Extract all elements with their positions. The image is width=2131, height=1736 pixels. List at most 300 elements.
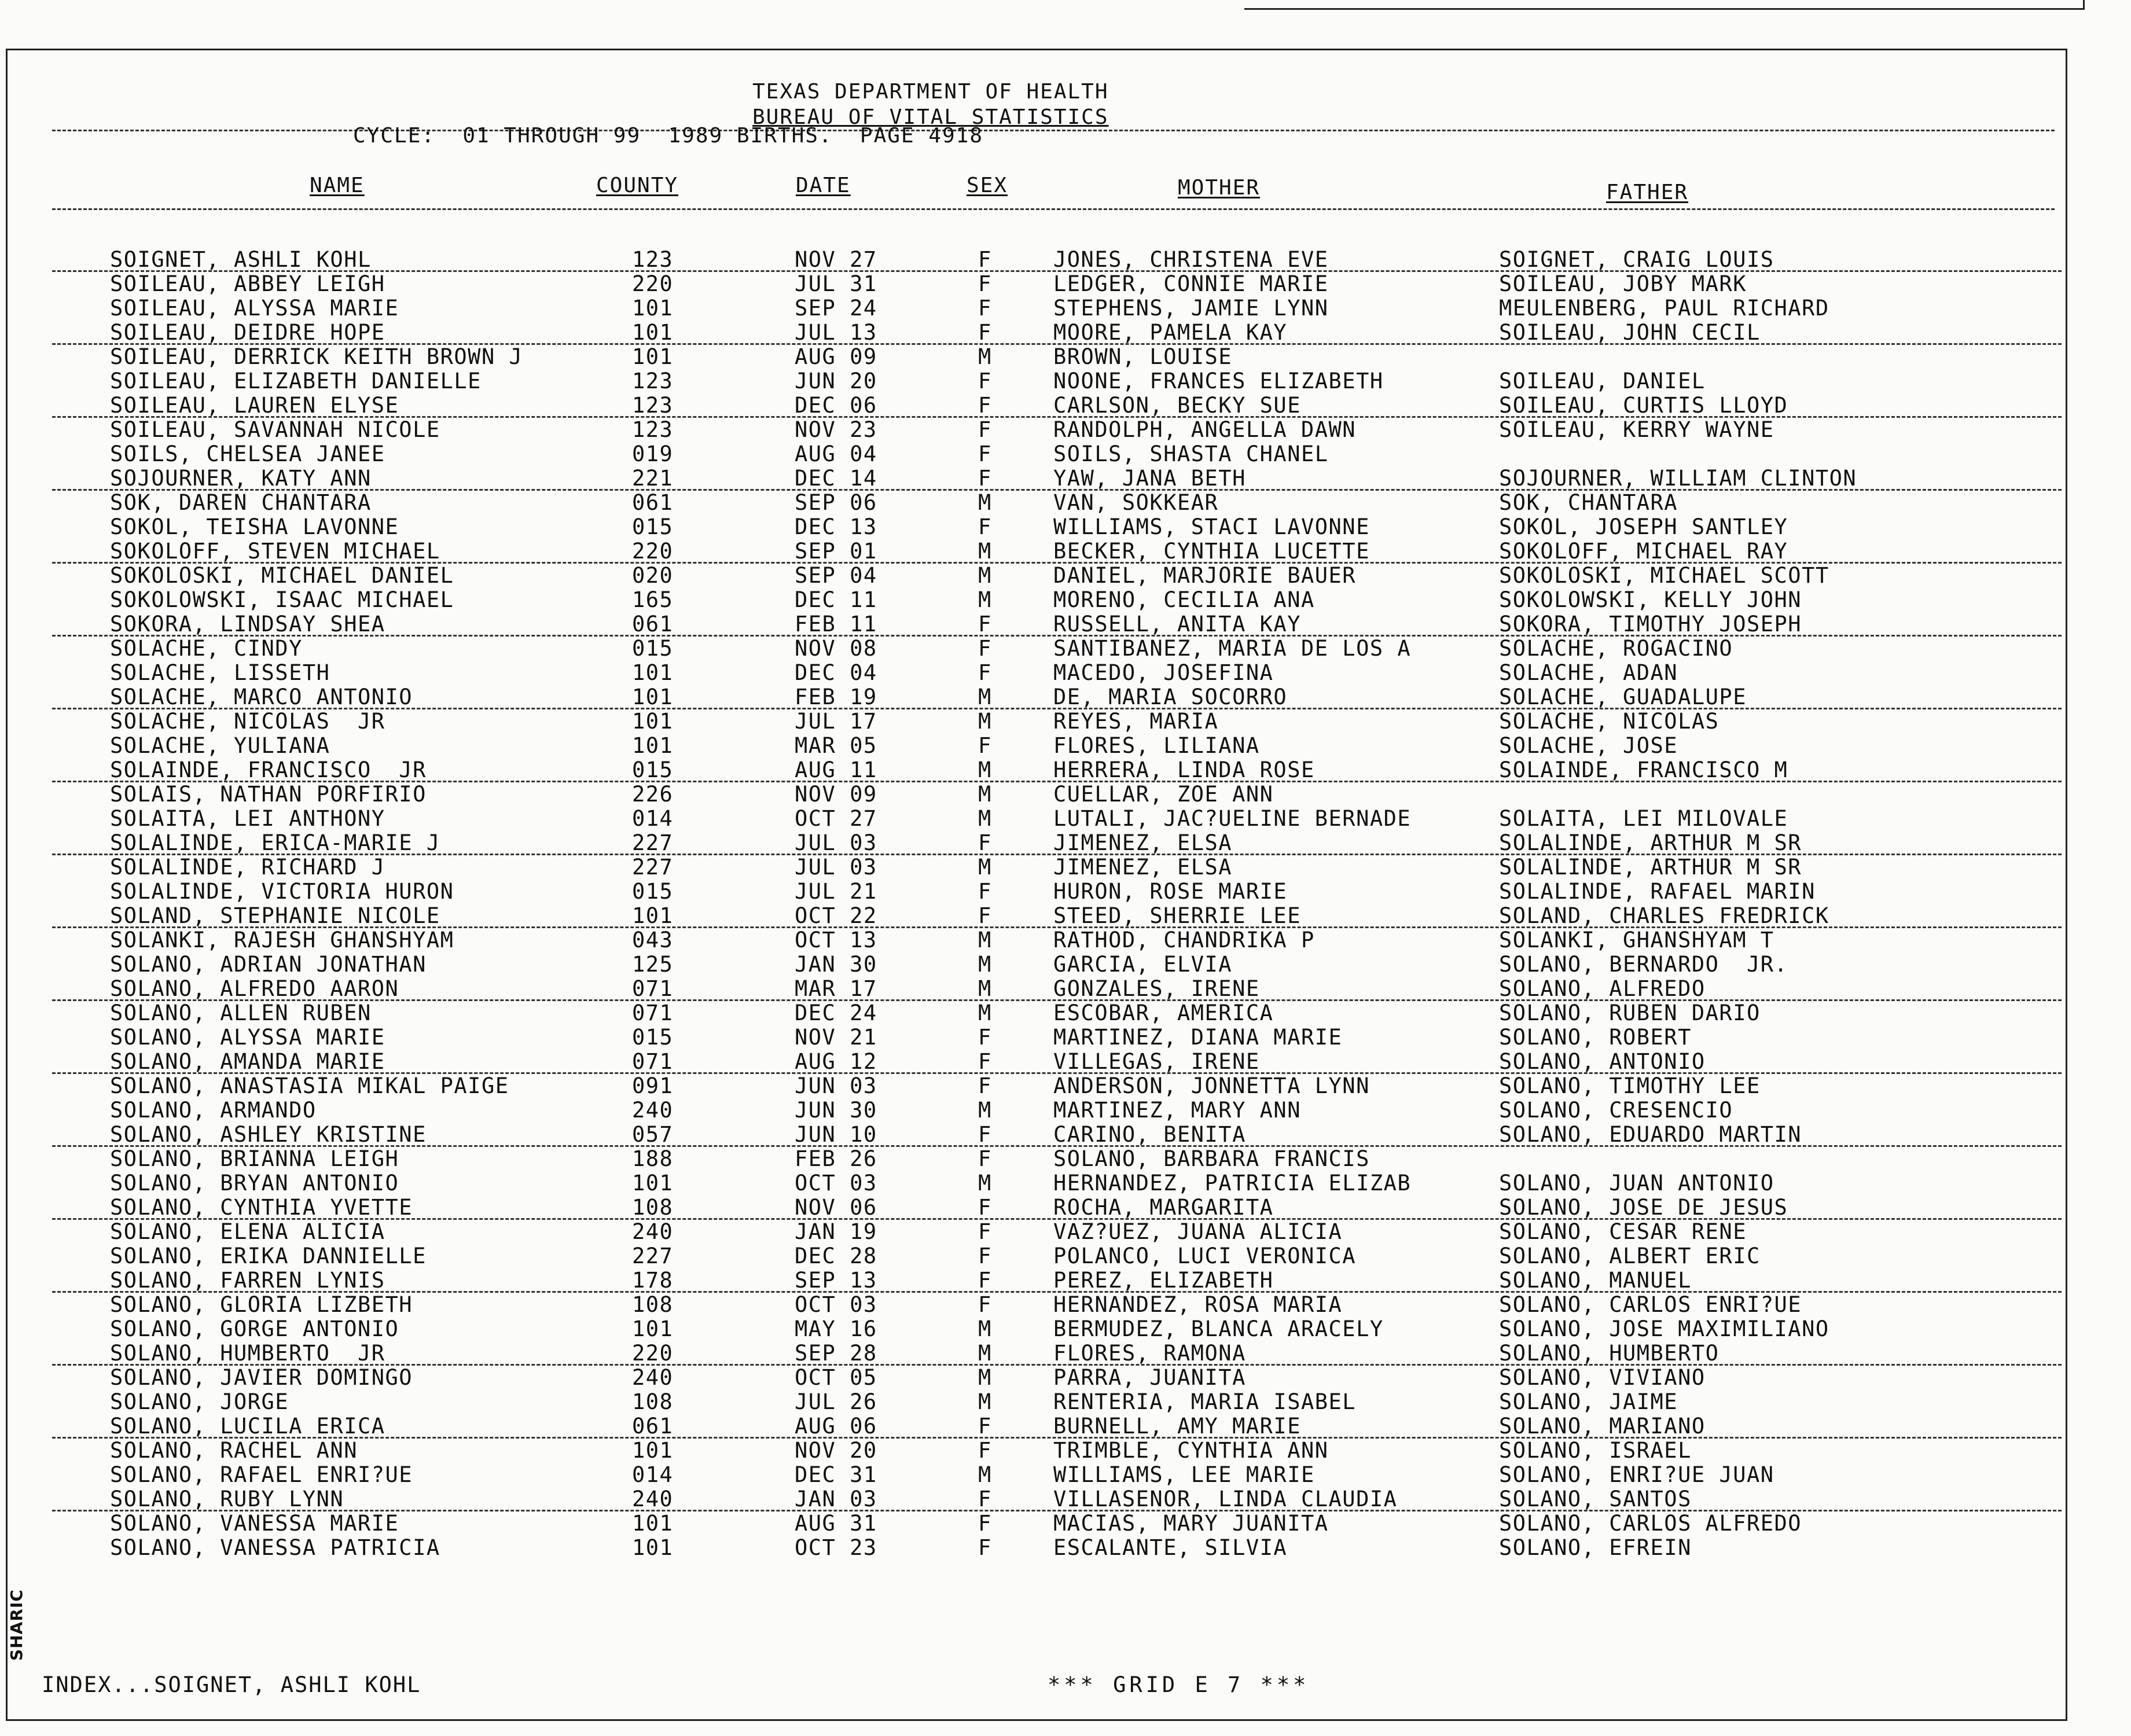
cell-name: SOILEAU, ABBEY LEIGH [110,271,385,296]
table-row [0,248,2131,272]
cell-sex: F [978,733,992,758]
cell-sex: M [978,685,992,709]
cell-date: JUN 20 [795,369,877,393]
table-row [0,1390,2131,1414]
cell-name: SOKOLOWSKI, ISAAC MICHAEL [110,587,454,612]
cell-date: NOV 23 [795,417,877,442]
cell-mother: BECKER, CYNTHIA LUCETTE [1053,539,1370,564]
cell-name: SOILEAU, DEIDRE HOPE [110,320,385,345]
cell-mother: DANIEL, MARJORIE BAUER [1053,563,1357,588]
cell-name: SOLANO, RACHEL ANN [110,1438,358,1463]
cell-name: SOLANO, ERIKA DANNIELLE [110,1244,427,1268]
cell-date: JUL 17 [795,709,877,734]
cell-father: SOLACHE, GUADALUPE [1499,685,1747,709]
cell-name: SOILS, CHELSEA JANEE [110,442,385,466]
cell-mother: WILLIAMS, LEE MARIE [1053,1462,1315,1487]
cell-mother: BROWN, LOUISE [1053,344,1233,369]
cell-county: 123 [632,393,674,418]
cell-county: 108 [632,1195,674,1220]
cell-mother: PEREZ, ELIZABETH [1053,1268,1274,1293]
cell-county: 220 [632,271,674,296]
cell-name: SOLANKI, RAJESH GHANSHYAM [110,928,454,952]
table-row [0,393,2131,418]
cell-sex: F [978,903,992,928]
cell-name: SOLANO, BRIANNA LEIGH [110,1146,399,1171]
cell-name: SOLANO, AMANDA MARIE [110,1049,385,1074]
cell-mother: PARRA, JUANITA [1053,1365,1246,1390]
cell-sex: M [978,1365,992,1390]
cell-father: SOLANO, ROBERT [1499,1025,1692,1050]
cell-father: SOILEAU, KERRY WAYNE [1499,417,1774,442]
cell-father: SOILEAU, JOHN CECIL [1499,320,1761,345]
cell-date: OCT 23 [795,1535,877,1560]
cell-mother: CUELLAR, ZOE ANN [1053,782,1274,807]
cell-date: OCT 03 [795,1171,877,1196]
cell-sex: M [978,490,992,515]
cell-county: 101 [632,903,674,928]
table-row [0,758,2131,782]
cell-name: SOLANO, HUMBERTO JR [110,1341,385,1366]
cell-name: SOIGNET, ASHLI KOHL [110,247,372,272]
cell-date: OCT 05 [795,1365,877,1390]
cell-sex: M [978,709,992,734]
cell-father: SOLANO, JOSE MAXIMILIANO [1499,1316,1829,1341]
cell-county: 227 [632,830,674,855]
cell-county: 226 [632,782,674,807]
cell-county: 188 [632,1146,674,1171]
table-row [0,1220,2131,1244]
cell-name: SOK, DAREN CHANTARA [110,490,372,515]
cycle-line: CYCLE: 01 THROUGH 99 1989 BIRTHS. PAGE 4918 [353,124,983,148]
cell-county: 101 [632,296,674,321]
cell-father: SOLACHE, JOSE [1499,733,1678,758]
cell-date: OCT 03 [795,1292,877,1317]
table-row [0,782,2131,807]
table-row [0,1147,2131,1171]
table-row [0,709,2131,734]
cell-mother: WILLIAMS, STACI LAVONNE [1053,514,1370,539]
cell-mother: BERMUDEZ, BLANCA ARACELY [1053,1316,1384,1341]
cell-father: SOKOLOSKI, MICHAEL SCOTT [1499,563,1829,588]
cell-father: SOLANO, RUBEN DARIO [1499,1001,1761,1025]
cell-mother: FLORES, LILIANA [1053,733,1260,758]
cell-county: 108 [632,1389,674,1414]
cell-sex: F [978,879,992,904]
cell-father: SOLANO, ENRI?UE JUAN [1499,1462,1774,1487]
column-header-date: DATE [796,174,851,197]
cell-county: 057 [632,1122,674,1147]
cell-mother: MARTINEZ, MARY ANN [1053,1098,1301,1123]
cell-date: OCT 13 [795,928,877,952]
cell-mother: RUSSELL, ANITA KAY [1053,612,1301,637]
cell-sex: M [978,855,992,880]
cell-mother: JONES, CHRISTENA EVE [1053,247,1329,272]
cell-mother: FLORES, RAMONA [1053,1341,1246,1366]
table-row [0,880,2131,904]
cell-sex: F [978,1535,992,1560]
cell-date: AUG 04 [795,442,877,466]
cell-date: JUL 21 [795,879,877,904]
cell-date: JUN 10 [795,1122,877,1147]
cell-name: SOLACHE, MARCO ANTONIO [110,685,413,709]
cell-date: NOV 27 [795,247,877,272]
cell-sex: F [978,636,992,661]
cell-sex: F [978,660,992,685]
cell-mother: HERRERA, LINDA ROSE [1053,757,1315,782]
table-row [0,466,2131,491]
cell-father: MEULENBERG, PAUL RICHARD [1499,296,1829,321]
cell-sex: F [978,1511,992,1536]
cell-county: 015 [632,879,674,904]
table-row [0,418,2131,442]
cell-sex: F [978,369,992,393]
cell-father: SOKOLOFF, MICHAEL RAY [1499,539,1788,564]
cell-mother: RENTERIA, MARIA ISABEL [1053,1389,1357,1414]
cell-father: SOIGNET, CRAIG LOUIS [1499,247,1774,272]
cell-name: SOLANO, VANESSA PATRICIA [110,1535,440,1560]
cell-mother: MACEDO, JOSEFINA [1053,660,1274,685]
cell-date: SEP 28 [795,1341,877,1366]
table-row [0,272,2131,296]
cell-sex: M [978,806,992,831]
cell-mother: RANDOLPH, ANGELLA DAWN [1053,417,1357,442]
cell-father: SOLAITA, LEI MILOVALE [1499,806,1788,831]
cell-county: 015 [632,1025,674,1050]
cell-name: SOLANO, ASHLEY KRISTINE [110,1122,427,1147]
cell-sex: F [978,1049,992,1074]
cell-county: 125 [632,952,674,977]
cell-name: SOLANO, ALYSSA MARIE [110,1025,385,1050]
table-row [0,831,2131,855]
cell-sex: M [978,1462,992,1487]
table-row [0,855,2131,880]
cell-date: SEP 24 [795,296,877,321]
cell-sex: F [978,466,992,491]
cell-county: 015 [632,514,674,539]
cell-name: SOLAINDE, FRANCISCO JR [110,757,427,782]
cell-date: AUG 12 [795,1049,877,1074]
cell-name: SOLANO, BRYAN ANTONIO [110,1171,399,1196]
cell-name: SOILEAU, ALYSSA MARIE [110,296,399,321]
cell-name: SOLANO, ALFREDO AARON [110,976,399,1001]
cell-county: 123 [632,247,674,272]
cell-mother: DE, MARIA SOCORRO [1053,685,1288,709]
cell-mother: SOLANO, BARBARA FRANCIS [1053,1146,1370,1171]
cell-name: SOLAIS, NATHAN PORFIRIO [110,782,427,807]
table-row [0,928,2131,952]
cell-date: JUL 13 [795,320,877,345]
cell-name: SOILEAU, SAVANNAH NICOLE [110,417,440,442]
cell-county: 101 [632,344,674,369]
cell-date: SEP 01 [795,539,877,564]
cell-county: 101 [632,733,674,758]
cell-date: FEB 19 [795,685,877,709]
cell-date: NOV 06 [795,1195,877,1220]
cell-father: SOLANO, SANTOS [1499,1487,1692,1511]
cell-name: SOKOLOSKI, MICHAEL DANIEL [110,563,454,588]
table-row [0,1074,2131,1098]
cell-mother: CARINO, BENITA [1053,1122,1246,1147]
cell-county: 071 [632,1049,674,1074]
table-row [0,1366,2131,1390]
cell-sex: M [978,1389,992,1414]
cell-date: DEC 04 [795,660,877,685]
cell-county: 061 [632,1414,674,1439]
cell-date: JAN 30 [795,952,877,977]
cell-county: 101 [632,320,674,345]
cell-county: 061 [632,612,674,637]
cell-mother: JIMENEZ, ELSA [1053,855,1233,880]
cell-mother: VAN, SOKKEAR [1053,490,1219,515]
cell-mother: CARLSON, BECKY SUE [1053,393,1301,418]
cell-county: 240 [632,1098,674,1123]
cell-name: SOLANO, GLORIA LIZBETH [110,1292,413,1317]
cell-name: SOLANO, GORGE ANTONIO [110,1316,399,1341]
cell-name: SOLANO, VANESSA MARIE [110,1511,399,1536]
cell-county: 015 [632,757,674,782]
cell-county: 221 [632,466,674,491]
cell-sex: M [978,344,992,369]
cell-date: NOV 20 [795,1438,877,1463]
cell-date: AUG 31 [795,1511,877,1536]
side-stamp: SHARIC [7,1589,26,1661]
cell-name: SOILEAU, ELIZABETH DANIELLE [110,369,482,393]
cell-father: SOLACHE, ROGACINO [1499,636,1733,661]
cell-county: 014 [632,806,674,831]
cell-name: SOILEAU, LAUREN ELYSE [110,393,399,418]
cell-father: SOKORA, TIMOTHY JOSEPH [1499,612,1802,637]
cell-date: AUG 09 [795,344,877,369]
cell-date: FEB 11 [795,612,877,637]
cell-mother: HERNANDEZ, PATRICIA ELIZAB [1053,1171,1412,1196]
cell-sex: F [978,1487,992,1511]
cell-name: SOKORA, LINDSAY SHEA [110,612,385,637]
table-row [0,904,2131,928]
cell-father: SOLANO, MARIANO [1499,1414,1706,1439]
cell-father: SOLANO, CARLOS ENRI?UE [1499,1292,1802,1317]
cell-father: SOILEAU, JOBY MARK [1499,271,1747,296]
cell-date: MAY 16 [795,1316,877,1341]
cell-date: AUG 06 [795,1414,877,1439]
table-row [0,977,2131,1001]
cell-mother: STEED, SHERRIE LEE [1053,903,1301,928]
cell-name: SOLANO, RAFAEL ENRI?UE [110,1462,413,1487]
agency-title: TEXAS DEPARTMENT OF HEALTH [752,80,1109,104]
column-header-father: FATHER [1606,181,1689,204]
cell-father: SOLANO, EFREIN [1499,1535,1692,1560]
column-header-county: COUNTY [596,174,679,197]
table-row [0,1414,2131,1439]
table-row [0,807,2131,831]
cell-sex: M [978,1341,992,1366]
cell-sex: F [978,1438,992,1463]
cell-date: DEC 28 [795,1244,877,1268]
cell-sex: M [978,539,992,564]
cell-father: SOLANO, JAIME [1499,1389,1678,1414]
table-row [0,1196,2131,1220]
table-row [0,1511,2131,1536]
cell-father: SOLANO, ANTONIO [1499,1049,1706,1074]
cell-sex: F [978,271,992,296]
cell-mother: VAZ?UEZ, JUANA ALICIA [1053,1219,1343,1244]
column-header-sex: SEX [967,174,1008,197]
cell-father: SOLALINDE, ARTHUR M SR [1499,855,1802,880]
cell-sex: M [978,782,992,807]
bureau-title: BUREAU OF VITAL STATISTICS [752,105,1109,129]
cell-sex: F [978,1073,992,1098]
cell-sex: M [978,1098,992,1123]
cell-mother: ESCOBAR, AMERICA [1053,1001,1274,1025]
cell-father: SOLALINDE, ARTHUR M SR [1499,830,1802,855]
cell-father: SOLANO, ALFREDO [1499,976,1706,1001]
cell-date: DEC 13 [795,514,877,539]
table-row [0,321,2131,345]
cell-name: SOILEAU, DERRICK KEITH BROWN J [110,344,523,369]
cell-sex: M [978,1316,992,1341]
table-row [0,1268,2131,1293]
table-row [0,491,2131,515]
cell-father: SOLANO, ISRAEL [1499,1438,1692,1463]
cell-county: 014 [632,1462,674,1487]
footer-index: INDEX...SOIGNET, ASHLI KOHL [42,1672,421,1697]
cell-name: SOLANO, ARMANDO [110,1098,317,1123]
cell-name: SOLANO, ELENA ALICIA [110,1219,385,1244]
column-header-name: NAME [310,174,365,197]
cell-name: SOKOLOFF, STEVEN MICHAEL [110,539,440,564]
cell-father: SOLANO, CESAR RENE [1499,1219,1747,1244]
table-row [0,1123,2131,1147]
cell-mother: RATHOD, CHANDRIKA P [1053,928,1315,952]
cell-county: 091 [632,1073,674,1098]
cell-father: SOLANO, JUAN ANTONIO [1499,1171,1774,1196]
cell-mother: MORENO, CECILIA ANA [1053,587,1315,612]
table-row [0,1244,2131,1268]
cell-county: 101 [632,1511,674,1536]
cell-county: 240 [632,1487,674,1511]
cell-name: SOLANO, FARREN LYNIS [110,1268,385,1293]
cell-father: SOLACHE, NICOLAS [1499,709,1720,734]
cell-date: NOV 09 [795,782,877,807]
cell-mother: ANDERSON, JONNETTA LYNN [1053,1073,1370,1098]
table-row [0,1341,2131,1366]
table-row [0,1171,2131,1196]
cell-father: SOLANO, JOSE DE JESUS [1499,1195,1788,1220]
cell-father: SOLAND, CHARLES FREDRICK [1499,903,1829,928]
cell-name: SOLANO, ADRIAN JONATHAN [110,952,427,977]
table-row [0,515,2131,539]
cell-mother: POLANCO, LUCI VERONICA [1053,1244,1357,1268]
cell-father: SOLANO, VIVIANO [1499,1365,1706,1390]
cell-sex: M [978,1171,992,1196]
cell-mother: GONZALES, IRENE [1053,976,1260,1001]
cell-date: DEC 11 [795,587,877,612]
cell-county: 220 [632,539,674,564]
table-row [0,952,2131,977]
cell-county: 220 [632,1341,674,1366]
cell-sex: M [978,928,992,952]
cell-sex: M [978,587,992,612]
cell-date: DEC 31 [795,1462,877,1487]
cell-father: SOLANO, EDUARDO MARTIN [1499,1122,1802,1147]
cell-sex: F [978,1268,992,1293]
cell-name: SOJOURNER, KATY ANN [110,466,372,491]
cell-sex: F [978,1195,992,1220]
table-row [0,734,2131,758]
table-row [0,1293,2131,1317]
cell-date: DEC 06 [795,393,877,418]
cell-father: SOLANO, MANUEL [1499,1268,1692,1293]
cell-name: SOLALINDE, ERICA-MARIE J [110,830,440,855]
table-row [0,588,2131,612]
cell-father: SOKOLOWSKI, KELLY JOHN [1499,587,1802,612]
cell-date: JUL 26 [795,1389,877,1414]
cell-county: 227 [632,1244,674,1268]
table-row [0,442,2131,466]
cell-county: 101 [632,709,674,734]
cell-sex: F [978,393,992,418]
cell-sex: F [978,1146,992,1171]
cell-date: JUN 30 [795,1098,877,1123]
cell-sex: F [978,296,992,321]
cell-name: SOLACHE, YULIANA [110,733,330,758]
cell-mother: SOILS, SHASTA CHANEL [1053,442,1329,466]
cell-county: 101 [632,685,674,709]
cell-date: JUL 03 [795,855,877,880]
cell-mother: YAW, JANA BETH [1053,466,1246,491]
cell-sex: F [978,514,992,539]
cell-county: 227 [632,855,674,880]
cell-county: 240 [632,1219,674,1244]
cell-date: JAN 03 [795,1487,877,1511]
cell-date: OCT 22 [795,903,877,928]
table-row [0,369,2131,393]
cell-sex: F [978,1292,992,1317]
cell-sex: F [978,247,992,272]
cell-father: SOK, CHANTARA [1499,490,1678,515]
table-row [0,1098,2131,1123]
cell-father: SOLACHE, ADAN [1499,660,1678,685]
cell-name: SOLANO, ANASTASIA MIKAL PAIGE [110,1073,509,1098]
cell-sex: M [978,952,992,977]
cell-date: DEC 24 [795,1001,877,1025]
cell-name: SOLALINDE, VICTORIA HURON [110,879,454,904]
cell-name: SOLALINDE, RICHARD J [110,855,385,880]
cell-sex: M [978,563,992,588]
cell-name: SOKOL, TEISHA LAVONNE [110,514,399,539]
cell-county: 240 [632,1365,674,1390]
cell-mother: LUTALI, JAC?UELINE BERNADE [1053,806,1412,831]
table-row [0,1001,2131,1025]
cell-date: NOV 08 [795,636,877,661]
column-header-mother: MOTHER [1178,176,1261,200]
cell-sex: F [978,1122,992,1147]
cell-father: SOLANO, CARLOS ALFREDO [1499,1511,1802,1536]
cell-name: SOLANO, CYNTHIA YVETTE [110,1195,413,1220]
cell-father: SOLANO, BERNARDO JR. [1499,952,1788,977]
table-row [0,1439,2131,1463]
cell-county: 101 [632,1171,674,1196]
table-row [0,564,2131,588]
cell-mother: TRIMBLE, CYNTHIA ANN [1053,1438,1329,1463]
cell-mother: MOORE, PAMELA KAY [1053,320,1288,345]
cell-county: 101 [632,1535,674,1560]
cell-date: JAN 19 [795,1219,877,1244]
cell-father: SOILEAU, DANIEL [1499,369,1706,393]
cell-mother: LEDGER, CONNIE MARIE [1053,271,1329,296]
cell-name: SOLAND, STEPHANIE NICOLE [110,903,440,928]
cell-date: MAR 17 [795,976,877,1001]
cell-county: 123 [632,417,674,442]
